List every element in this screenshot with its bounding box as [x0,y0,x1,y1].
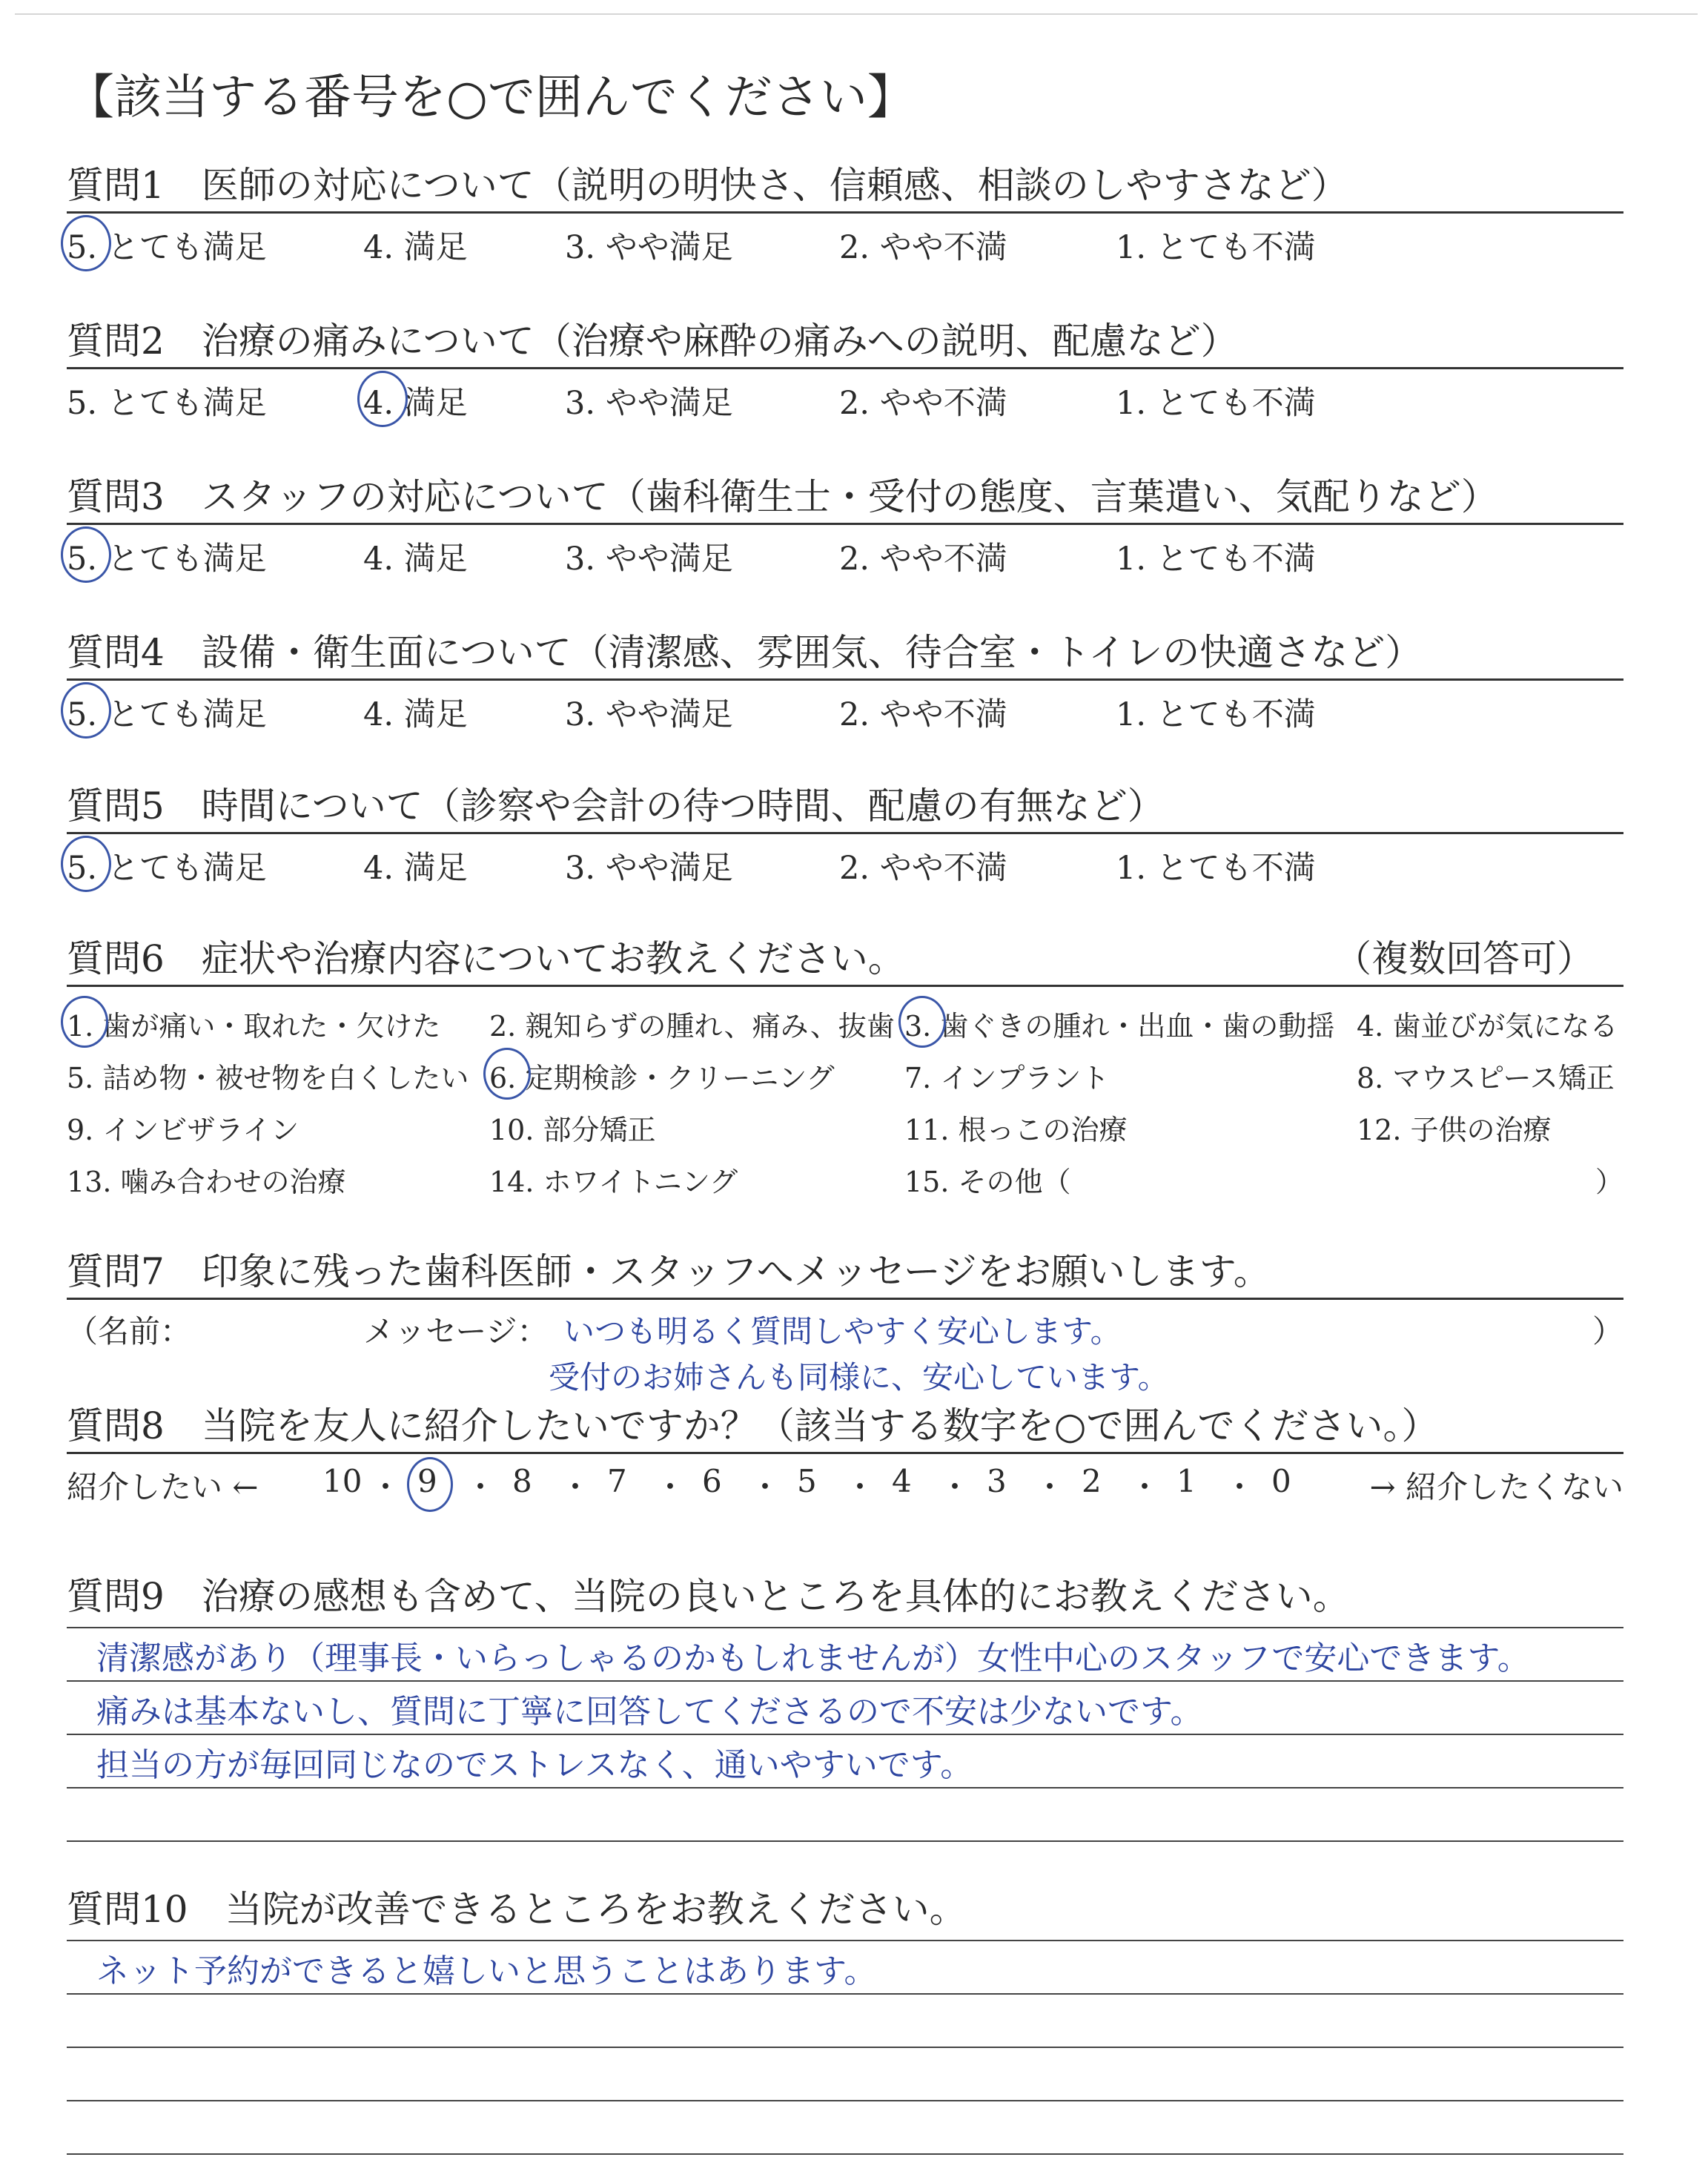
symptom-option[interactable]: 9. インビザライン [67,1114,299,1146]
rating-option[interactable]: 5. とても満足 [67,541,267,578]
question-10-answer-lines [67,1935,1623,2158]
symptom-option[interactable]: 15. その他（ [904,1166,1071,1198]
handwritten-answer: ネット予約ができると嬉しいと思うことはあります。 [96,1952,877,1990]
rating-option[interactable]: 4. 満足 [363,541,468,578]
question-2 [67,315,1623,429]
scale-value[interactable]: 10 [322,1463,363,1499]
page-title: 【該当する番号を○で囲んでください】 [67,70,915,125]
scale-value[interactable]: 4 [892,1463,912,1499]
scale-value[interactable]: 1 [1176,1463,1196,1499]
rating-option[interactable]: 3. やや満足 [565,385,733,422]
question-10-title: 質問10 当院が改善できるところをお教えください。 [67,1888,967,1931]
symptom-option[interactable]: 5. 詰め物・被せ物を白くしたい [67,1062,469,1094]
rating-option[interactable]: 2. やや不満 [839,229,1007,266]
symptom-option[interactable]: 4. 歯並びが気になる [1357,1010,1618,1043]
scale-value[interactable]: 0 [1271,1463,1291,1499]
selection-circle [61,526,111,583]
symptom-option[interactable]: 1. 歯が痛い・取れた・欠けた [67,1010,441,1043]
question-9-answer-lines [67,1622,1623,1889]
rating-option[interactable]: 4. 満足 [363,696,468,733]
selection-circle [898,996,946,1048]
scale-separator: ・ [655,1469,686,1505]
answer-rule [67,1734,1623,1735]
rating-option[interactable]: 3. やや満足 [565,696,733,733]
selection-circle [483,1048,531,1100]
rating-option[interactable]: 1. とても不満 [1116,385,1316,422]
scale-left-label: 紹介したい ← [67,1469,259,1505]
question-6-options [67,987,1623,1209]
symptom-option[interactable]: 2. 親知らずの腫れ、痛み、抜歯 [489,1010,895,1043]
selection-circle [357,371,408,427]
question-6 [67,933,1623,1209]
selection-circle [61,996,108,1048]
question-8 [67,1400,1623,1521]
rating-option[interactable]: 2. やや不満 [839,385,1007,422]
answer-rule [67,2047,1623,2048]
question-3-title: 質問3 スタッフの対応について（歯科衛生士・受付の態度、言葉遣い、気配りなど） [67,475,1498,518]
rating-option[interactable]: 2. やや不満 [839,696,1007,733]
scale-separator: ・ [939,1469,971,1505]
rating-option[interactable]: 5. とても満足 [67,385,267,422]
scale-separator: ・ [560,1469,592,1505]
rating-option[interactable]: 2. やや不満 [839,850,1007,887]
symptom-option[interactable]: 11. 根っこの治療 [904,1114,1128,1146]
other-close-paren: ） [1595,1166,1623,1198]
question-10 [67,1883,1623,2158]
selection-circle [61,682,111,739]
symptom-option[interactable]: 6. 定期検診・クリーニング [489,1062,835,1094]
message-label: メッセージ： [363,1313,549,1350]
rating-option[interactable]: 1. とても不満 [1116,696,1316,733]
question-4 [67,627,1623,740]
question-1 [67,159,1623,273]
rating-option[interactable]: 5. とても満足 [67,696,267,733]
answer-rule [67,1787,1623,1789]
answer-rule [67,2153,1623,2155]
symptom-option[interactable]: 8. マウスピース矯正 [1357,1062,1615,1094]
answer-rule [67,1680,1623,1682]
selection-circle [61,836,111,892]
message-close: ） [1592,1313,1623,1350]
symptom-option[interactable]: 3. 歯ぐきの腫れ・出血・歯の動揺 [904,1010,1335,1043]
question-1-title: 質問1 医師の対応について（説明の明快さ、信頼感、相談のしやすさなど） [67,164,1348,207]
scale-separator: ・ [1224,1469,1256,1505]
scale-separator: ・ [749,1469,781,1505]
scale-value[interactable]: 9 [417,1463,437,1499]
recommend-scale [67,1454,1623,1521]
rating-option[interactable]: 4. 満足 [363,850,468,887]
symptom-option[interactable]: 10. 部分矯正 [489,1114,656,1146]
question-6-note: （複数回答可） [1334,937,1594,980]
answer-rule [67,1993,1623,1995]
answer-rule [67,1940,1623,1941]
rating-option[interactable]: 3. やや満足 [565,229,733,266]
scale-separator: ・ [370,1469,402,1505]
answer-rule [67,1840,1623,1842]
handwritten-answer: 痛みは基本ないし、質問に丁寧に回答してくださるので不安は少ないです。 [96,1693,1203,1731]
question-4-title: 質問4 設備・衛生面について（清潔感、雰囲気、待合室・トイレの快適さなど） [67,631,1423,674]
question-7-title: 質問7 印象に残った歯科医師・スタッフへメッセージをお願いします。 [67,1250,1271,1293]
scale-separator: ・ [844,1469,876,1505]
rating-option[interactable]: 4. 満足 [363,229,468,266]
question-9-title: 質問9 治療の感想も含めて、当院の良いところを具体的にお教えください。 [67,1575,1350,1618]
rating-option[interactable]: 5. とても満足 [67,229,267,266]
rating-option[interactable]: 4. 満足 [363,385,468,422]
scale-value[interactable]: 2 [1082,1463,1102,1499]
symptom-option[interactable]: 13. 噛み合わせの治療 [67,1166,346,1198]
rating-option[interactable]: 3. やや満足 [565,850,733,887]
rating-option[interactable]: 1. とても不満 [1116,541,1316,578]
scale-separator: ・ [1129,1469,1161,1505]
question-8-title: 質問8 当院を友人に紹介したいですか？（該当する数字を○で囲んでください。） [67,1404,1439,1447]
scan-top-edge [15,13,1698,15]
question-6-title: 質問6 症状や治療内容についてお教えください。 [67,937,905,980]
scale-separator: ・ [465,1469,497,1505]
question-9 [67,1571,1623,1889]
message-line-2: 受付のお姉さんも同様に、安心しています。 [549,1359,1169,1396]
question-3 [67,471,1623,584]
handwritten-answer: 担当の方が毎回同じなのでストレスなく、通いやすいです。 [96,1746,973,1784]
symptom-option[interactable]: 7. インプラント [904,1062,1110,1094]
handwritten-answer: 清潔感があり（理事長・いらっしゃるのかもしれませんが）女性中心のスタッフで安心できます。 [96,1639,1530,1677]
rating-option[interactable]: 1. とても不満 [1116,229,1316,266]
scale-value[interactable]: 6 [702,1463,722,1499]
rating-option[interactable]: 3. やや満足 [565,541,733,578]
symptom-option[interactable]: 14. ホワイトニング [489,1166,738,1198]
name-label: （名前： [67,1313,192,1350]
scale-right-label: → 紹介したくない [1369,1469,1623,1505]
scale-value[interactable]: 7 [607,1463,627,1499]
symptom-option[interactable]: 12. 子供の治療 [1357,1114,1552,1146]
question-2-title: 質問2 治療の痛みについて（治療や麻酔の痛みへの説明、配慮など） [67,320,1238,363]
selection-circle [61,215,111,271]
rating-option[interactable]: 1. とても不満 [1116,850,1316,887]
question-5-title: 質問5 時間について（診察や会計の待つ時間、配慮の有無など） [67,785,1165,828]
question-5 [67,780,1623,894]
scale-value[interactable]: 8 [512,1463,532,1499]
message-line-1: いつも明るく質問しやすく安心します。 [563,1313,1122,1350]
answer-rule [67,2100,1623,2101]
selection-circle [407,1457,453,1512]
rating-option[interactable]: 2. やや不満 [839,541,1007,578]
scale-separator: ・ [1034,1469,1066,1505]
scale-value[interactable]: 5 [797,1463,817,1499]
scale-value[interactable]: 3 [987,1463,1007,1499]
rating-option[interactable]: 5. とても満足 [67,850,267,887]
answer-rule [67,1627,1623,1628]
